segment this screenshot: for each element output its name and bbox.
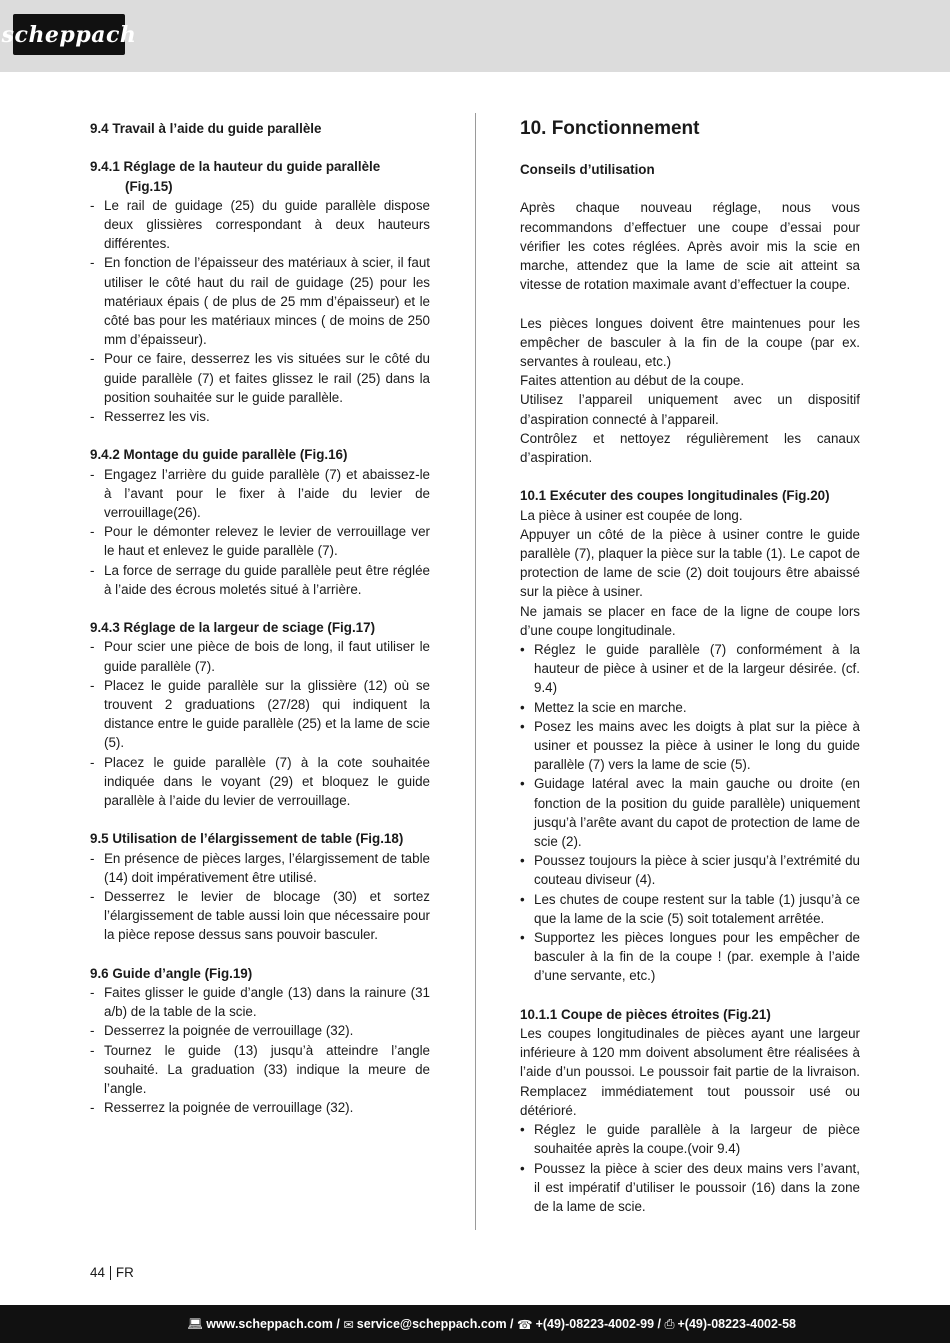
phone-icon: ☎︎ <box>516 1317 533 1332</box>
list-item: - Placez le guide parallèle sur la glissière (12) où se trouvent 2 graduations (27/28) qui indiquent la distance entre le guide parallèle (25) et la lame de scie (5). <box>90 676 430 753</box>
section-heading-10-1-1: 10.1.1 Coupe de pièces étroites (Fig.21) <box>520 1006 771 1022</box>
list-item: • Mettez la scie en marche. <box>520 698 860 717</box>
list-item: • Posez les mains avec les doigts à plat sur la pièce à usiner et poussez la pièce à usiner le long du guide parallèle (7) vers la lame de scie (5). <box>520 717 860 775</box>
paragraph: Faites attention au début de la coupe. <box>520 373 745 389</box>
column-divider <box>475 113 476 1230</box>
page-separator <box>110 1266 111 1280</box>
list-item: - En présence de pièces larges, l’élargissement de table (14) doit impérativement être utilisé. <box>90 849 430 887</box>
list-item: - Faites glisser le guide d’angle (13) dans la rainure (31 a/b) de la table de la scie. <box>90 983 430 1021</box>
paragraph: Les coupes longitudinales de pièces ayant une largeur inférieure à 120 mm doivent absolument être réalisées à l’aide d’un poussoi. Le poussoir fait partie de la livraison. Remplacez immédiatement tout poussoir usé ou détérioré. <box>520 1026 860 1118</box>
right-column <box>520 119 860 1216</box>
paragraph: Utilisez l’appareil uniquement avec un dispositif d’aspiration connecté à l’appareil. <box>520 392 860 427</box>
footer-web[interactable]: www.scheppach.com <box>206 1317 333 1331</box>
list-item: - Le rail de guidage (25) du guide parallèle dispose deux glissières correspondant à deux hauteurs différentes. <box>90 196 430 254</box>
section-heading-9-5: 9.5 Utilisation de l’élargissement de table (Fig.18) <box>90 831 404 847</box>
computer-icon: 💻︎ <box>187 1316 204 1331</box>
paragraph: La pièce à usiner est coupée de long. <box>520 507 743 523</box>
footer-separator: / <box>332 1317 344 1331</box>
section-heading-9-6: 9.6 Guide d’angle (Fig.19) <box>90 965 253 981</box>
footer-email[interactable]: service@scheppach.com <box>356 1317 507 1331</box>
footer-separator: / <box>506 1317 517 1331</box>
section-heading-conseils: Conseils d’utilisation <box>520 162 655 177</box>
list-item: - Placez le guide parallèle (7) à la cote souhaitée indiquée dans le voyant (29) et bloquez le guide parallèle à l’aide du levier de verrouillage. <box>90 753 430 811</box>
paragraph: Appuyer un côté de la pièce à usiner contre le guide parallèle (7), plaquer la pièce sur la table (1). Le capot de protection de lame de scie (2) doit toujours être abaissé sur la pièce à usiner. <box>520 526 860 600</box>
section-heading-10-1: 10.1 Exécuter des coupes longitudinales (Fig.20) <box>520 488 830 504</box>
mail-icon: ✉︎ <box>343 1317 354 1332</box>
list-9-4-1 <box>90 196 430 426</box>
list-10-1 <box>520 640 860 986</box>
left-column <box>90 119 430 1117</box>
list-item: • Les chutes de coupe restent sur la table (1) jusqu’à ce que la lame de la scie (5) soit totalement arrêtée. <box>520 890 860 928</box>
list-item: - En fonction de l’épaisseur des matériaux à scier, il faut utiliser le côté haut du rail de guidage (25) pour les matériaux épais ( de plus de 25 mm d’épaisseur) et le côté bas pour les matériaux minces ( de moins de 250 mm d’épaisseur). <box>90 253 430 349</box>
section-heading-9-4-3: 9.4.3 Réglage de la largeur de sciage (Fig.17) <box>90 620 376 636</box>
paragraph: Contrôlez et nettoyez régulièrement les canaux d’aspiration. <box>520 430 860 466</box>
paragraph: Les pièces longues doivent être maintenues pour les empêcher de basculer à la fin de la coupe (par ex. servantes à rouleau, etc.) <box>520 315 860 369</box>
list-item: • Poussez la pièce à scier des deux mains vers l’avant, il est impératif d’utiliser le poussoir (16) dans la zone de la lame de scie. <box>520 1159 860 1217</box>
footer-bar <box>0 1305 950 1343</box>
list-item: • Poussez toujours la pièce à scier jusqu’à l’extrémité du couteau diviseur (4). <box>520 851 860 889</box>
list-item: - Pour scier une pièce de bois de long, il faut utiliser le guide parallèle (7). <box>90 637 430 675</box>
section-heading-9-4-1: 9.4.1 Réglage de la hauteur du guide parallèle (Fig.15) <box>90 159 381 194</box>
list-item: - Resserrez les vis. <box>90 407 430 426</box>
page-number-block <box>90 1265 134 1280</box>
list-10-1-1 <box>520 1120 860 1216</box>
list-item: - Tournez le guide (13) jusqu’à atteindre l’angle souhaité. La graduation (33) indique la meure de l’angle. <box>90 1041 430 1099</box>
list-item: - Desserrez la poignée de verrouillage (32). <box>90 1021 430 1040</box>
page-number: 44 <box>90 1265 105 1280</box>
list-item: - Pour le démonter relevez le levier de verrouillage ver le haut et enlevez le guide parallèle (7). <box>90 522 430 560</box>
fax-icon: ⎙ <box>664 1316 675 1331</box>
footer-separator: / <box>654 1317 665 1331</box>
list-item: - Desserrez le levier de blocage (30) et sortez l’élargissement de table aussi loin que nécessaire pour la pièce repose dessus sans pouvoir basculer. <box>90 887 430 945</box>
list-9-4-2 <box>90 465 430 599</box>
list-9-5 <box>90 849 430 945</box>
section-heading-9-4: 9.4 Travail à l’aide du guide parallèle <box>90 121 322 136</box>
chapter-title: 10. Fonctionnement <box>520 118 700 139</box>
list-item: - Engagez l’arrière du guide parallèle (7) et abaissez-le à l’avant pour le fixer à l’aide du levier de verrouillage(26). <box>90 465 430 523</box>
list-item: - Resserrez la poignée de verrouillage (32). <box>90 1098 430 1117</box>
paragraph: Ne jamais se placer en face de la ligne de coupe lors d’une coupe longitudinale. <box>520 603 860 638</box>
section-heading-9-4-2: 9.4.2 Montage du guide parallèle (Fig.16) <box>90 447 348 463</box>
header-bar <box>0 0 950 72</box>
footer-fax: +(49)-08223-4002-58 <box>677 1317 796 1331</box>
scheppach-logo: scheppach <box>13 14 125 55</box>
language-code: FR <box>115 1265 134 1280</box>
list-9-4-3 <box>90 637 430 810</box>
paragraph: Après chaque nouveau réglage, nous vous recommandons d’effectuer une coupe d’essai pour vérifier les cotes réglées. Après avoir mis la scie en marche, attendez que la lame de scie ait atteint sa vitesse de rotation maximale avant d’effectuer la coupe. <box>520 200 860 293</box>
list-item: • Réglez le guide parallèle à la largeur de pièce souhaitée après la coupe.(voir 9.4) <box>520 1120 860 1158</box>
list-item: • Guidage latéral avec la main gauche ou droite (en fonction de la position du guide parallèle) uniquement jusqu’à l’arête avant du capot de protection de lame de scie (2). <box>520 774 860 851</box>
footer-phone: +(49)-08223-4002-99 <box>535 1317 655 1331</box>
list-item: - La force de serrage du guide parallèle peut être réglée à l’aide des écrous moletés situé à l’arrière. <box>90 561 430 599</box>
list-item: • Réglez le guide parallèle (7) conformément à la hauteur de pièce à usiner et de la largeur désirée. (cf. 9.4) <box>520 640 860 698</box>
list-item: • Supportez les pièces longues pour les empêcher de basculer à la fin de la coupe ! (par. exemple à l’aide d’une servante, etc.) <box>520 928 860 986</box>
list-9-6 <box>90 983 430 1117</box>
list-item: - Pour ce faire, desserrez les vis situées sur le côté du guide parallèle (7) et faites glissez le rail (25) dans la position souhaitée sur le guide parallèle. <box>90 349 430 407</box>
